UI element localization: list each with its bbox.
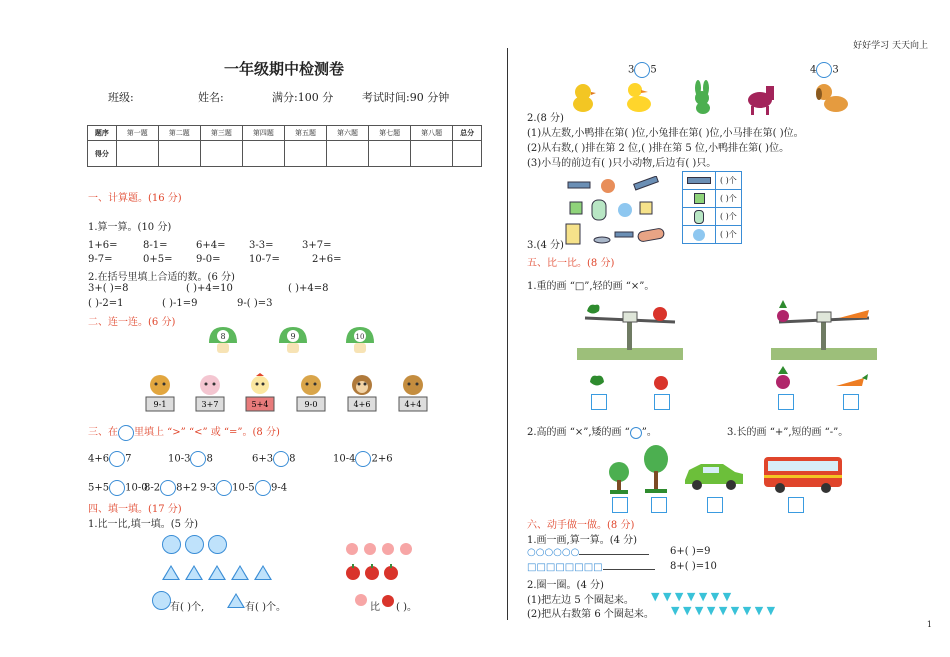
- compare-right: 2+6: [371, 453, 393, 465]
- answer-box[interactable]: [612, 497, 628, 513]
- score-header: 第八题: [411, 126, 453, 141]
- radish-icon: [771, 366, 795, 390]
- compare-circle[interactable]: [109, 451, 125, 467]
- compare-left: 8-2: [144, 482, 161, 494]
- compare-circle[interactable]: [190, 451, 206, 467]
- bus-icon: [762, 453, 844, 495]
- compare-circle[interactable]: [160, 480, 176, 496]
- rabbit-icon: [686, 80, 720, 116]
- q2-label: 2.(8 分): [527, 113, 564, 124]
- triangle-shape: [254, 565, 272, 580]
- compare-circle[interactable]: [355, 451, 371, 467]
- section-5-title: 五、比一比。(8 分): [527, 258, 615, 269]
- peach-row: [344, 541, 414, 557]
- s1-q1: 1.算一算。(10 分): [88, 222, 172, 233]
- compare-answer: ( )。: [396, 602, 417, 613]
- count-triangles: 有( )个。: [245, 602, 286, 613]
- score-row-label: 得分: [88, 141, 117, 167]
- section-1-title: 一、计算题。(16 分): [88, 193, 182, 204]
- animal-card-rooster[interactable]: [244, 373, 276, 413]
- fill-item: ( )+4=8: [288, 283, 329, 294]
- tomato-icon: [651, 372, 671, 392]
- duck-icon: [621, 80, 655, 114]
- score-cell[interactable]: [200, 141, 242, 167]
- horse-icon: [742, 80, 780, 116]
- squares-row: [527, 561, 655, 573]
- equation-2: 8+( )=10: [670, 561, 717, 572]
- count-cell[interactable]: ( )个: [716, 172, 742, 190]
- q2-line3: (3)小马的前边有( )只小动物,后边有( )只。: [527, 158, 717, 169]
- fill-item: ( )-2=1: [88, 298, 124, 309]
- compare-item: [88, 480, 148, 496]
- calc-item: 6+4=: [196, 240, 226, 251]
- shapes-count-table: [682, 171, 742, 244]
- compare-circle[interactable]: [816, 62, 832, 78]
- header-slogan: 好好学习 天天向上: [853, 41, 928, 51]
- circle-shape: [162, 535, 181, 554]
- animal-card-pig[interactable]: [194, 373, 226, 413]
- section-4-title: 四、填一填。(17 分): [88, 504, 182, 515]
- fill-item: 3+( )=8: [88, 283, 129, 294]
- squares-glyphs: □□□□□□□□: [527, 562, 603, 573]
- circles-glyphs: ○○○○○○: [527, 547, 580, 558]
- section-3-title: [88, 423, 280, 441]
- score-cell[interactable]: [242, 141, 284, 167]
- chick-icon: [566, 80, 600, 114]
- short-tree-icon: [606, 460, 632, 496]
- compare-left: 6+3: [252, 453, 274, 465]
- card-expression: 9-0: [304, 400, 318, 409]
- compare-left: 4: [810, 64, 817, 76]
- score-label: 满分:100 分: [272, 91, 334, 104]
- score-table: [87, 125, 482, 167]
- fill-item: ( )-1=9: [162, 298, 198, 309]
- animal-card-horse[interactable]: [397, 373, 429, 413]
- animal-card-dog[interactable]: [295, 373, 327, 413]
- balance-scale-radish-carrot: [769, 298, 879, 364]
- answer-box[interactable]: [591, 394, 607, 410]
- mushroom-9[interactable]: [277, 325, 309, 355]
- triangle-shape: [185, 565, 203, 580]
- score-cell[interactable]: [411, 141, 453, 167]
- circle-shape: [185, 535, 204, 554]
- score-header: 总分: [453, 126, 482, 141]
- compare-right: 9-4: [271, 482, 288, 494]
- compare-left: 5+5: [88, 482, 110, 494]
- fill-item: ( )+4=10: [186, 283, 233, 294]
- score-cell[interactable]: [369, 141, 411, 167]
- answer-box[interactable]: [654, 394, 670, 410]
- triangle-shape: [231, 565, 249, 580]
- circle-icon: [630, 427, 642, 439]
- s5-q2-end: ”。: [641, 427, 657, 438]
- cuboid-icon: [683, 172, 716, 190]
- animal-card-cow[interactable]: [144, 373, 176, 413]
- s5-q3: 3.长的画 “+”,短的画 “-”。: [727, 427, 849, 438]
- cube-icon: [683, 190, 716, 208]
- s4-q1: 1.比一比,填一填。(5 分): [88, 519, 199, 530]
- circle-icon: [118, 425, 134, 441]
- compare-right: 7: [125, 453, 132, 465]
- score-cell[interactable]: [453, 141, 482, 167]
- answer-box[interactable]: [778, 394, 794, 410]
- circle-shape: [208, 535, 227, 554]
- class-label: 班级:: [108, 91, 134, 104]
- compare-right: 10-0: [125, 482, 148, 494]
- peach-icon: [353, 592, 369, 608]
- s5-q2: [527, 423, 657, 439]
- mushroom-number: 9: [290, 332, 296, 341]
- score-header: 第六题: [327, 126, 369, 141]
- calc-item: 2+6=: [312, 254, 342, 265]
- apple-icon: [380, 592, 396, 608]
- pepper-icon: [587, 371, 607, 391]
- q2-line1: (1)从左数,小鸭排在第( )位,小兔排在第( )位,小马排在第( )位。: [527, 128, 804, 139]
- cylinder-icon: [683, 208, 716, 226]
- score-header: 第三题: [200, 126, 242, 141]
- compare-circle[interactable]: [255, 480, 271, 496]
- fill-item: 9-( )=3: [237, 298, 273, 309]
- tall-tree-icon: [641, 443, 671, 495]
- dog-icon: [812, 80, 850, 116]
- balance-scale-pepper-tomato: [575, 298, 685, 364]
- carrot-icon: [834, 372, 870, 392]
- triangle-row-2[interactable]: ▼ ▼ ▼ ▼ ▼ ▼ ▼ ▼ ▼: [671, 604, 776, 617]
- count-cell[interactable]: ( )个: [716, 226, 742, 244]
- score-header: 第一题: [116, 126, 158, 141]
- mushroom-10[interactable]: [344, 325, 376, 355]
- calc-item: 0+5=: [143, 254, 173, 265]
- car-icon: [683, 456, 745, 492]
- score-header: 题序: [88, 126, 117, 141]
- s1-q2: 2.在括号里填上合适的数。(6 分): [88, 272, 235, 283]
- compare-right: 8: [289, 453, 296, 465]
- s5-q1: 1.重的画 “□”,轻的画 “×”。: [527, 281, 655, 292]
- compare-top-left: [628, 62, 657, 78]
- score-header: 第四题: [242, 126, 284, 141]
- sphere-icon: [683, 226, 716, 244]
- compare-right: 8+2: [176, 482, 198, 494]
- compare-right: 10-5: [232, 482, 255, 494]
- calc-item: 9-7=: [88, 254, 113, 265]
- solid-shapes-figure: [560, 176, 670, 248]
- calc-item: 1+6=: [88, 240, 118, 251]
- answer-box[interactable]: [843, 394, 859, 410]
- card-expression: 3+7: [201, 400, 219, 409]
- compare-item: [88, 451, 131, 467]
- compare-item: [200, 480, 255, 496]
- animal-card-monkey[interactable]: [346, 373, 378, 413]
- compare-circle[interactable]: [109, 480, 125, 496]
- triangle-shape: [208, 565, 226, 580]
- circle-shape: [152, 591, 171, 610]
- triangle-row-1[interactable]: ▼ ▼ ▼ ▼ ▼ ▼ ▼: [651, 590, 732, 603]
- card-expression: 9-1: [153, 400, 167, 409]
- s6-q1: 1.画一画,算一算。(4 分): [527, 535, 638, 546]
- count-circles: 有( )个,: [170, 602, 205, 613]
- score-cell[interactable]: [327, 141, 369, 167]
- name-label: 姓名:: [198, 91, 224, 104]
- score-cell[interactable]: [158, 141, 200, 167]
- compare-circle[interactable]: [216, 480, 232, 496]
- compare-left: 3: [628, 64, 635, 76]
- compare-top-right: [810, 62, 839, 78]
- time-label: 考试时间:90 分钟: [362, 91, 450, 104]
- score-header: 第五题: [284, 126, 326, 141]
- compare-text: 比: [370, 602, 380, 613]
- s6-q2-line1: (1)把左边 5 个圈起来。: [527, 595, 634, 606]
- calc-item: 9-0=: [196, 254, 221, 265]
- score-header: 第二题: [158, 126, 200, 141]
- compare-left: 9-3: [200, 482, 217, 494]
- compare-left: 4+6: [88, 453, 110, 465]
- compare-left: 10-3: [168, 453, 191, 465]
- count-cell[interactable]: ( )个: [716, 190, 742, 208]
- mushroom-8[interactable]: [207, 325, 239, 355]
- mushroom-number: 10: [355, 333, 365, 341]
- apple-row: [344, 563, 400, 581]
- column-divider: [507, 48, 508, 620]
- calc-item: 10-7=: [249, 254, 280, 265]
- calc-item: 8-1=: [143, 240, 168, 251]
- card-expression: 4+6: [353, 400, 371, 409]
- compare-right: 8: [206, 453, 213, 465]
- section-6-title: 六、动手做一做。(8 分): [527, 520, 635, 531]
- compare-circle[interactable]: [273, 451, 289, 467]
- answer-box[interactable]: [788, 497, 804, 513]
- score-header: 第七题: [369, 126, 411, 141]
- compare-right: 5: [650, 64, 657, 76]
- s6-q2-line2: (2)把从右数第 6 个圈起来。: [527, 609, 654, 620]
- score-cell[interactable]: [284, 141, 326, 167]
- circles-row: [527, 546, 649, 558]
- triangle-shape: [227, 593, 245, 608]
- compare-item: [252, 451, 295, 467]
- q3-label: 3.(4 分): [527, 240, 564, 251]
- section-2-title: 二、连一连。(6 分): [88, 317, 176, 328]
- compare-item: [255, 480, 287, 496]
- score-cell[interactable]: [116, 141, 158, 167]
- page-number: 1: [926, 620, 932, 629]
- compare-left: 10-4: [333, 453, 356, 465]
- compare-item: [333, 451, 393, 467]
- q2-line2: (2)从右数,( )排在第 2 位,( )排在第 5 位,小鸭排在第( )位。: [527, 143, 790, 154]
- s3-title-b: 里填上 “>” “<” 或 “=”。(8 分): [134, 427, 280, 438]
- count-cell[interactable]: ( )个: [716, 208, 742, 226]
- triangle-shape: [162, 565, 180, 580]
- mushroom-number: 8: [220, 332, 226, 341]
- compare-right: 3: [832, 64, 839, 76]
- page-title: 一年级期中检测卷: [224, 60, 345, 78]
- s5-q2-text: 2.高的画 “×”,矮的画 “: [527, 427, 630, 438]
- equation-1: 6+( )=9: [670, 546, 711, 557]
- s6-q2: 2.圈一圈。(4 分): [527, 580, 604, 591]
- card-expression: 4+4: [404, 400, 422, 409]
- calc-item: 3+7=: [302, 240, 332, 251]
- compare-item: [168, 451, 213, 467]
- s3-title-a: 三、在: [88, 427, 118, 438]
- answer-box[interactable]: [651, 497, 667, 513]
- draw-blank[interactable]: [603, 561, 655, 570]
- calc-item: 3-3=: [249, 240, 274, 251]
- draw-blank[interactable]: [579, 546, 649, 555]
- compare-circle[interactable]: [634, 62, 650, 78]
- compare-item: [144, 480, 197, 496]
- answer-box[interactable]: [707, 497, 723, 513]
- card-expression: 5+4: [251, 400, 269, 409]
